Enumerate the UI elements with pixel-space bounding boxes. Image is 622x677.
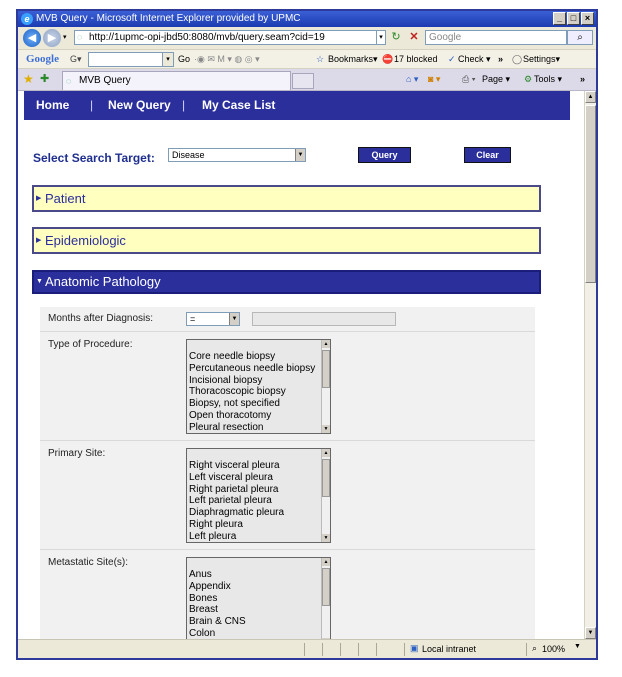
primary-site-listbox[interactable] xyxy=(186,448,331,543)
list-item[interactable]: Pleural resection xyxy=(189,421,264,433)
scroll-down-icon[interactable]: ▼ xyxy=(323,535,329,541)
patient-panel-header[interactable] xyxy=(32,185,541,212)
scroll-up-icon[interactable]: ▲ xyxy=(323,341,329,347)
list-item[interactable]: Left pleura xyxy=(189,530,237,542)
spellcheck-icon: ✓ xyxy=(448,54,456,64)
listbox-scrollbar[interactable] xyxy=(321,449,330,542)
list-item[interactable]: Brain & CNS xyxy=(189,616,246,628)
search-target-label: Select Search Target: xyxy=(33,151,155,165)
list-item[interactable]: Appendix xyxy=(189,580,231,592)
status-divider xyxy=(358,643,359,656)
list-item[interactable]: Bones xyxy=(189,592,218,604)
status-divider xyxy=(526,643,527,656)
refresh-icon[interactable]: ↻ xyxy=(391,31,401,43)
chevron-down-icon: ▼ xyxy=(229,313,239,325)
google-logo: Google xyxy=(26,53,59,65)
anatomic-pathology-panel-header[interactable] xyxy=(32,270,541,294)
list-item[interactable]: Diaphragmatic pleura xyxy=(189,507,285,519)
list-item[interactable]: Incisional biopsy xyxy=(189,374,263,386)
expand-arrow-icon: ▶ xyxy=(36,195,42,202)
metastatic-sites-row xyxy=(40,551,535,647)
settings-button[interactable]: Settings▾ xyxy=(523,54,561,64)
scroll-up-icon[interactable]: ▲ xyxy=(323,559,329,565)
page-viewport xyxy=(18,91,584,639)
search-icon[interactable]: ⌕ xyxy=(567,30,593,45)
months-value-input[interactable] xyxy=(252,312,396,326)
list-item[interactable]: Biopsy, not specified xyxy=(189,398,280,410)
search-input[interactable] xyxy=(425,30,567,45)
expand-arrow-icon: ▶ xyxy=(36,237,42,244)
search-target-select[interactable] xyxy=(168,148,306,162)
new-tab-button[interactable] xyxy=(292,73,314,89)
scroll-up-icon[interactable]: ▲ xyxy=(585,91,596,103)
epidemiologic-panel-header[interactable] xyxy=(32,227,541,254)
spellcheck-button[interactable]: Check ▾ xyxy=(458,54,491,64)
stop-icon[interactable]: ✕ xyxy=(409,31,419,43)
chevron-down-icon: ▼ xyxy=(295,149,305,161)
security-zone: Local intranet xyxy=(422,644,477,654)
epidemiologic-panel-title: Epidemiologic xyxy=(45,233,126,248)
back-icon[interactable]: ◀ xyxy=(23,29,41,47)
list-item[interactable]: Percutaneous needle biopsy xyxy=(189,362,316,374)
nav-separator: | xyxy=(90,98,94,112)
tab-bar xyxy=(18,69,596,91)
tab-page-icon: ◌ xyxy=(66,76,72,86)
list-item[interactable]: Anus xyxy=(189,569,212,580)
list-item[interactable]: Thoracoscopic biopsy xyxy=(189,386,286,398)
feeds-icon[interactable]: ◙ ▾ xyxy=(428,74,441,84)
tabbar-more-button[interactable]: » xyxy=(580,74,586,84)
maximize-button[interactable]: □ xyxy=(567,12,580,25)
toolbar-icons[interactable]: ·◉ ✉ M ▾ ◍ ◎ ▾ xyxy=(194,54,260,64)
google-menu[interactable]: G▾ xyxy=(70,54,82,64)
list-item[interactable]: Open thoracotomy xyxy=(189,409,272,421)
print-icon[interactable]: ⎙ ▾ xyxy=(462,74,476,84)
settings-icon: ◯ xyxy=(512,54,523,64)
nav-separator: | xyxy=(182,98,186,112)
nav-my-case-list-link[interactable]: My Case List xyxy=(202,98,276,112)
bookmarks-star-icon[interactable]: ☆ xyxy=(316,54,325,64)
type-of-procedure-label: Type of Procedure: xyxy=(48,339,133,350)
scroll-down-icon[interactable]: ▼ xyxy=(585,627,596,639)
nav-home-link[interactable]: Home xyxy=(36,98,70,112)
status-divider xyxy=(376,643,377,656)
scroll-down-icon[interactable]: ▼ xyxy=(323,426,329,432)
add-favorites-icon[interactable]: ✚ xyxy=(40,73,50,85)
tab-mvb-query[interactable] xyxy=(62,71,291,90)
months-after-diagnosis-row xyxy=(40,307,535,332)
zoom-level[interactable]: 100% xyxy=(542,644,566,654)
scroll-up-icon[interactable]: ▲ xyxy=(323,450,329,456)
scroll-thumb[interactable] xyxy=(322,350,330,388)
favorites-star-icon[interactable]: ★ xyxy=(23,72,34,86)
list-item[interactable]: Core needle biopsy xyxy=(189,351,276,362)
scroll-thumb[interactable] xyxy=(322,459,330,497)
primary-site-row xyxy=(40,442,535,550)
nav-new-query-link[interactable]: New Query xyxy=(108,98,171,112)
list-item[interactable]: Left visceral pleura xyxy=(189,471,273,483)
search-target-value: Disease xyxy=(172,150,205,160)
page-scroll-thumb[interactable] xyxy=(585,105,596,283)
months-after-diagnosis-label: Months after Diagnosis: xyxy=(48,313,154,324)
minimize-button[interactable]: _ xyxy=(553,12,566,25)
search-placeholder: Google xyxy=(429,32,462,43)
list-item[interactable]: Colon xyxy=(189,627,216,639)
tools-menu[interactable]: Tools ▾ xyxy=(534,74,563,84)
browser-window xyxy=(16,9,598,660)
ie-logo-icon: e xyxy=(21,13,33,25)
query-button[interactable]: Query xyxy=(358,147,411,163)
page-scrollbar[interactable] xyxy=(584,91,596,639)
tab-title: MVB Query xyxy=(79,75,131,86)
list-item[interactable]: Right visceral pleura xyxy=(189,460,280,471)
primary-site-label: Primary Site: xyxy=(48,448,106,459)
history-dropdown-icon[interactable]: ▾ xyxy=(63,34,67,41)
google-toolbar xyxy=(18,49,596,69)
status-divider xyxy=(304,643,305,656)
address-field[interactable] xyxy=(74,30,382,45)
months-operator-value: = xyxy=(190,314,196,324)
zoom-icon: ⌕ xyxy=(532,643,538,653)
close-window-button[interactable]: × xyxy=(581,12,594,25)
popups-blocked-button[interactable]: 17 blocked xyxy=(394,54,438,64)
intranet-zone-icon: ▣ xyxy=(410,643,419,653)
page-icon: ◌ xyxy=(77,32,83,42)
page-menu[interactable]: Page ▾ xyxy=(482,74,511,84)
forward-icon[interactable]: ▶ xyxy=(43,29,61,47)
months-operator-select[interactable] xyxy=(186,312,240,326)
home-icon[interactable]: ⌂ ▾ xyxy=(406,74,419,84)
site-navigation xyxy=(24,91,570,120)
scroll-thumb[interactable] xyxy=(322,568,330,606)
listbox-scrollbar[interactable] xyxy=(321,340,330,433)
status-divider xyxy=(404,643,405,656)
collapse-arrow-icon: ▼ xyxy=(36,278,43,285)
type-of-procedure-listbox[interactable] xyxy=(186,339,331,434)
patient-panel-title: Patient xyxy=(45,191,86,206)
list-item[interactable]: Right pleura xyxy=(189,518,243,530)
bookmarks-button[interactable]: Bookmarks▾ xyxy=(328,54,378,64)
status-divider xyxy=(340,643,341,656)
zoom-dropdown-icon[interactable]: ▼ xyxy=(574,643,581,650)
anatomic-pathology-form xyxy=(40,307,535,647)
listbox-scrollbar[interactable] xyxy=(321,558,330,646)
status-bar xyxy=(18,639,596,658)
tools-gear-icon: ⚙ xyxy=(524,74,533,84)
address-text: http://1upmc-opi-jbd50:8080/mvb/query.seam?cid=19 xyxy=(89,32,325,43)
window-title: MVB Query - Microsoft Internet Explorer provided by UPMC xyxy=(36,13,301,24)
address-toolbar xyxy=(18,27,596,49)
type-of-procedure-row xyxy=(40,333,535,441)
list-item[interactable]: Right parietal pleura xyxy=(189,483,279,495)
google-dropdown-icon[interactable]: ▾ xyxy=(162,52,174,67)
list-item[interactable]: Breast xyxy=(189,604,218,616)
status-divider xyxy=(322,643,323,656)
clear-button[interactable]: Clear xyxy=(464,147,511,163)
title-bar xyxy=(18,11,596,27)
metastatic-sites-listbox[interactable] xyxy=(186,557,331,647)
more-tools-button[interactable]: » xyxy=(498,54,504,64)
anatomic-pathology-panel-title: Anatomic Pathology xyxy=(45,274,161,289)
address-dropdown-icon[interactable]: ▾ xyxy=(376,30,386,45)
popup-blocked-icon: ⛔ xyxy=(382,54,394,64)
metastatic-sites-label: Metastatic Site(s): xyxy=(48,557,129,568)
list-item[interactable]: Left parietal pleura xyxy=(189,495,272,507)
google-go-button[interactable]: Go xyxy=(178,54,191,64)
